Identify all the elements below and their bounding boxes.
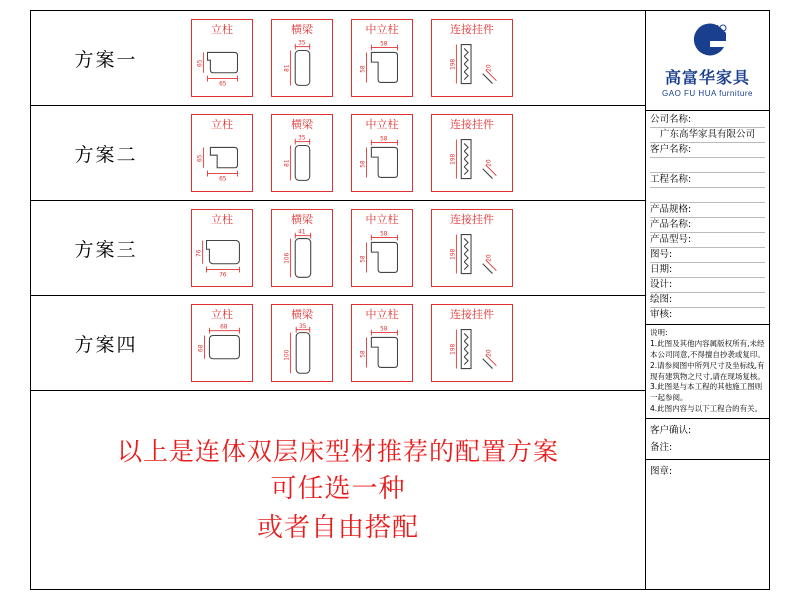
- company-logo: [646, 11, 769, 111]
- dim-value: 58: [380, 136, 388, 143]
- profile-drawing: [432, 321, 512, 381]
- option-row: [31, 106, 645, 201]
- profile-card-midpost[interactable]: [351, 19, 413, 97]
- field-row: [650, 188, 765, 203]
- profile-title: 立柱: [211, 213, 233, 226]
- profile-drawing: [352, 321, 412, 381]
- dim-value: 198: [450, 248, 457, 260]
- profile-card-midpost[interactable]: [351, 114, 413, 192]
- field-label: 工程名称:: [650, 174, 692, 185]
- profile-title: 横梁: [291, 308, 313, 321]
- field-row: [650, 278, 765, 293]
- field-label: 产品名称:: [650, 219, 692, 230]
- logo-text-cn: 高富华家具: [664, 68, 750, 87]
- dim-value: 20: [486, 64, 493, 72]
- profile-drawing: [272, 226, 332, 286]
- profile-group: [181, 19, 645, 97]
- dim-value: 65: [197, 59, 204, 67]
- drawing-sheet: [30, 10, 770, 590]
- field-row: [650, 233, 765, 248]
- field-label: 产品规格:: [650, 204, 692, 215]
- field-label: 设计:: [650, 279, 673, 290]
- profile-title: 连接挂件: [450, 23, 494, 36]
- profile-drawing: [272, 36, 332, 96]
- notice-block: [31, 391, 645, 589]
- customer-confirm-label: 客户确认:: [650, 425, 692, 436]
- remark-label: 备注:: [650, 442, 673, 454]
- notice-line-3: 或者自由搭配: [256, 512, 419, 543]
- notes-block: [646, 325, 769, 419]
- notes-title: 说明:: [650, 328, 668, 337]
- dim-value: 68: [198, 344, 205, 352]
- profile-group: [181, 114, 645, 192]
- dim-value: 106: [284, 252, 291, 264]
- profile-drawing: [432, 226, 512, 286]
- option-row: [31, 296, 645, 391]
- logo-icon: [688, 23, 728, 63]
- profile-group: [181, 304, 645, 382]
- dim-value: 35: [298, 135, 306, 142]
- field-row: [650, 158, 765, 173]
- profile-card-beam[interactable]: [271, 19, 333, 97]
- note-line: 2.请参阅图中所列尺寸及坐标线,有现有建筑物之尺寸,请在现场复核。: [650, 360, 765, 381]
- seal-label: 图章:: [650, 466, 673, 478]
- profile-drawing: [192, 321, 252, 381]
- dim-value: 198: [450, 343, 457, 355]
- field-label: 审核:: [650, 309, 673, 320]
- profile-card-post[interactable]: [191, 304, 253, 382]
- profile-drawing: [272, 321, 332, 381]
- dim-value: 81: [284, 159, 291, 167]
- profile-title: 立柱: [211, 23, 233, 36]
- field-row: [650, 293, 765, 308]
- logo-text-en: GAO FU HUA furniture: [662, 89, 753, 98]
- profile-title: 连接挂件: [450, 308, 494, 321]
- profile-drawing: [192, 131, 252, 191]
- note-line: 4.此图内容与以下工程合的有关。: [650, 404, 763, 414]
- field-value: 广东高华家具有限公司: [660, 129, 756, 140]
- dim-value: 65: [219, 81, 227, 88]
- profile-card-hanger[interactable]: [431, 209, 513, 287]
- option-row: [31, 11, 645, 106]
- field-row: [650, 173, 765, 188]
- dim-value: 58: [380, 326, 388, 333]
- profile-title: 中立柱: [365, 213, 399, 226]
- profile-title: 立柱: [211, 308, 233, 321]
- profile-drawing: [352, 131, 412, 191]
- dim-value: 35: [298, 40, 306, 47]
- dim-value: 58: [360, 255, 367, 263]
- field-label: 公司名称:: [650, 114, 692, 125]
- profile-title: 中立柱: [365, 118, 399, 131]
- profile-title: 横梁: [291, 23, 313, 36]
- info-fields: [646, 111, 769, 325]
- option-row: [31, 201, 645, 296]
- field-row: [650, 248, 765, 263]
- profile-title: 连接挂件: [450, 118, 494, 131]
- profile-card-hanger[interactable]: [431, 19, 513, 97]
- profile-title: 横梁: [291, 213, 313, 226]
- profile-drawing: [432, 131, 512, 191]
- title-block: [646, 11, 769, 589]
- profile-drawing: [192, 36, 252, 96]
- profile-card-midpost[interactable]: [351, 209, 413, 287]
- dim-value: 81: [284, 64, 291, 72]
- profile-title: 中立柱: [365, 308, 399, 321]
- profile-drawing: [272, 131, 332, 191]
- dim-value: 198: [450, 58, 457, 70]
- profile-title: 横梁: [291, 118, 313, 131]
- dim-value: 58: [360, 350, 367, 358]
- field-row: [650, 203, 765, 218]
- option-label: 方案二: [74, 143, 138, 166]
- option-label: 方案三: [74, 238, 138, 261]
- field-row: [650, 218, 765, 233]
- dim-value: 58: [360, 160, 367, 168]
- dim-value: 65: [219, 176, 227, 183]
- field-label: 产品型号:: [650, 234, 692, 245]
- field-row: [650, 143, 765, 158]
- notice-line-1: 以上是连体双层床型材推荐的配置方案: [116, 436, 559, 466]
- field-row: [650, 128, 765, 143]
- profile-card-midpost[interactable]: [351, 304, 413, 382]
- profile-title: 连接挂件: [450, 213, 494, 226]
- profile-title: 立柱: [211, 118, 233, 131]
- profile-card-hanger[interactable]: [431, 114, 513, 192]
- field-label: 客户名称:: [650, 144, 692, 155]
- field-row: [650, 263, 765, 278]
- dim-value: 20: [486, 254, 493, 262]
- profile-drawing: [352, 226, 412, 286]
- profile-drawing: [352, 36, 412, 96]
- profile-card-post[interactable]: [191, 209, 253, 287]
- profile-card-hanger[interactable]: [431, 304, 513, 382]
- field-label: 日期:: [650, 264, 673, 275]
- customer-confirm-block: [646, 419, 769, 460]
- profile-title: 中立柱: [365, 23, 399, 36]
- option-label: 方案一: [74, 48, 138, 71]
- profile-card-beam[interactable]: [271, 209, 333, 287]
- profile-card-post[interactable]: [191, 19, 253, 97]
- dim-value: 58: [360, 65, 367, 73]
- field-row: [650, 113, 765, 128]
- field-label: 图号:: [650, 249, 673, 260]
- note-line: 3.此图是与本工程的其他施工图则一起参阅。: [650, 382, 763, 403]
- dim-value: 65: [197, 154, 204, 162]
- option-label: 方案四: [74, 333, 138, 356]
- seal-block: [646, 460, 769, 589]
- dim-value: 198: [450, 153, 457, 165]
- field-label: 绘图:: [650, 294, 673, 305]
- dim-value: 35: [299, 323, 307, 330]
- dim-value: 41: [298, 229, 306, 236]
- dim-value: 100: [284, 349, 291, 361]
- dim-value: 68: [220, 324, 228, 331]
- profile-drawing: [432, 36, 512, 96]
- dim-value: 58: [380, 41, 388, 48]
- dim-value: 20: [486, 159, 493, 167]
- note-line: 1.此图及其他内容属版权所有,未经本公司同意,不得擅自抄袭或复印。: [650, 338, 765, 359]
- profile-group: [181, 209, 645, 287]
- dim-value: 76: [196, 249, 203, 257]
- profile-card-beam[interactable]: [271, 304, 333, 382]
- dim-value: 58: [380, 231, 388, 238]
- dim-value: 20: [486, 349, 493, 357]
- profile-card-post[interactable]: [191, 114, 253, 192]
- profile-drawing: [192, 226, 252, 286]
- profile-card-beam[interactable]: [271, 114, 333, 192]
- options-area: [31, 11, 646, 589]
- field-row: [650, 308, 765, 322]
- notice-line-2: 可任选一种: [270, 474, 406, 505]
- dim-value: 76: [219, 272, 227, 279]
